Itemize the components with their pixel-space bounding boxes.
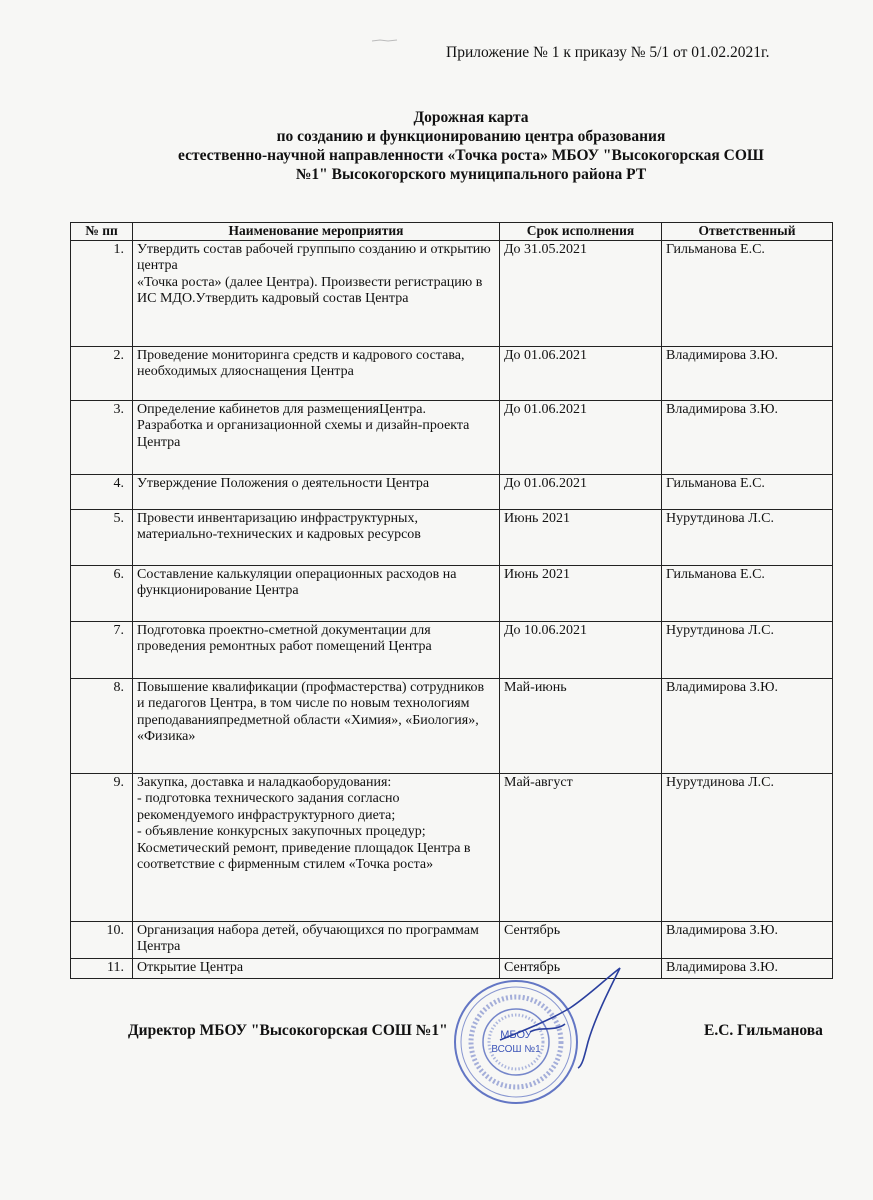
- row-number: 9.: [71, 773, 133, 921]
- table-row: [71, 678, 833, 773]
- row-responsible: Гильманова Е.С.: [662, 474, 833, 509]
- row-deadline: Май-август: [500, 773, 662, 921]
- row-number: 7.: [71, 621, 133, 678]
- row-responsible: Владимирова З.Ю.: [662, 921, 833, 958]
- row-number: 11.: [71, 958, 133, 979]
- row-deadline: До 01.06.2021: [500, 474, 662, 509]
- row-deadline: До 10.06.2021: [500, 621, 662, 678]
- stamp-center-top: МБОУ: [500, 1029, 532, 1041]
- row-responsible: Владимирова З.Ю.: [662, 958, 833, 979]
- row-responsible: Нурутдинова Л.С.: [662, 621, 833, 678]
- row-responsible: Гильманова Е.С.: [662, 565, 833, 621]
- row-number: 8.: [71, 678, 133, 773]
- row-deadline: Май-июнь: [500, 678, 662, 773]
- row-activity: Открытие Центра: [133, 958, 500, 979]
- row-deadline: До 01.06.2021: [500, 400, 662, 474]
- handwritten-signature: [470, 962, 660, 1072]
- title-line-4: №1" Высокогорского муниципального района РТ: [295, 166, 647, 183]
- row-number: 4.: [71, 474, 133, 509]
- title-line-2: по созданию и функционированию центра образования: [276, 128, 666, 145]
- table-row: [71, 240, 833, 346]
- row-responsible: Владимирова З.Ю.: [662, 346, 833, 400]
- table-row: [71, 509, 833, 565]
- row-responsible: Владимирова З.Ю.: [662, 400, 833, 474]
- title-line-1: Дорожная карта: [413, 109, 529, 126]
- row-number: 2.: [71, 346, 133, 400]
- row-number: 10.: [71, 921, 133, 958]
- row-deadline: Сентябрь: [500, 958, 662, 979]
- row-activity: Составление калькуляции операционных расходов на функционирование Центра: [133, 565, 500, 621]
- table-row: [71, 565, 833, 621]
- roadmap-table: [70, 222, 833, 979]
- header-responsible: Ответственный: [662, 223, 833, 241]
- row-activity: Организация набора детей, обучающихся по программам Центра: [133, 921, 500, 958]
- row-activity: Закупка, доставка и наладкаоборудования: - подготовка технического задания согласно рекомендуемого инфраструктурного диета; - объявление конкурсных закупочных процедур; Косметический ремонт, приведение площадок Центра в соответствие с фирменным стилем «Точка роста»: [133, 773, 500, 921]
- appendix-reference: Приложение № 1 к приказу № 5/1 от 01.02.2021г.: [446, 44, 770, 61]
- header-activity: Наименование мероприятия: [133, 223, 500, 241]
- row-number: 5.: [71, 509, 133, 565]
- row-deadline: Июнь 2021: [500, 509, 662, 565]
- table-row: [71, 958, 833, 979]
- row-activity: Провести инвентаризацию инфраструктурных, материально-технических и кадровых ресурсов: [133, 509, 500, 565]
- table-row: [71, 400, 833, 474]
- row-responsible: Нурутдинова Л.С.: [662, 773, 833, 921]
- row-number: 3.: [71, 400, 133, 474]
- table-header-row: [71, 223, 833, 241]
- scan-artifact: [370, 36, 400, 44]
- title-line-3: естественно-научной направленности «Точка роста» МБОУ "Высокогорская СОШ: [178, 147, 764, 164]
- row-deadline: До 01.06.2021: [500, 346, 662, 400]
- row-responsible: Гильманова Е.С.: [662, 240, 833, 346]
- row-deadline: До 31.05.2021: [500, 240, 662, 346]
- row-activity: Проведение мониторинга средств и кадрового состава, необходимых дляоснащения Центра: [133, 346, 500, 400]
- table-row: [71, 474, 833, 509]
- row-responsible: Нурутдинова Л.С.: [662, 509, 833, 565]
- row-activity: Определение кабинетов для размещенияЦентра. Разработка и организационной схемы и дизайн-проекта Центра: [133, 400, 500, 474]
- stamp-center-bottom: ВСОШ №1: [491, 1044, 541, 1055]
- document-title: [100, 108, 842, 184]
- table-row: [71, 773, 833, 921]
- row-activity: Утвердить состав рабочей группыпо созданию и открытию центра «Точка роста» (далее Центра). Произвести регистрацию в ИС МДО.Утвердить кадровый состав Центра: [133, 240, 500, 346]
- signatory-name: Е.С. Гильманова: [704, 1022, 823, 1039]
- header-deadline: Срок исполнения: [500, 223, 662, 241]
- row-number: 1.: [71, 240, 133, 346]
- signatory-position: Директор МБОУ "Высокогорская СОШ №1": [128, 1022, 448, 1039]
- table-row: [71, 346, 833, 400]
- row-deadline: Сентябрь: [500, 921, 662, 958]
- row-number: 6.: [71, 565, 133, 621]
- row-deadline: Июнь 2021: [500, 565, 662, 621]
- row-activity: Утверждение Положения о деятельности Центра: [133, 474, 500, 509]
- table-row: [71, 621, 833, 678]
- table-row: [71, 921, 833, 958]
- header-number: № пп: [71, 223, 133, 241]
- row-activity: Повышение квалификации (профмастерства) сотрудников и педагогов Центра, в том числе по новым технологиям преподаванияпредметной области «Химия», «Биология», «Физика»: [133, 678, 500, 773]
- row-responsible: Владимирова З.Ю.: [662, 678, 833, 773]
- row-activity: Подготовка проектно-сметной документации для проведения ремонтных работ помещений Центра: [133, 621, 500, 678]
